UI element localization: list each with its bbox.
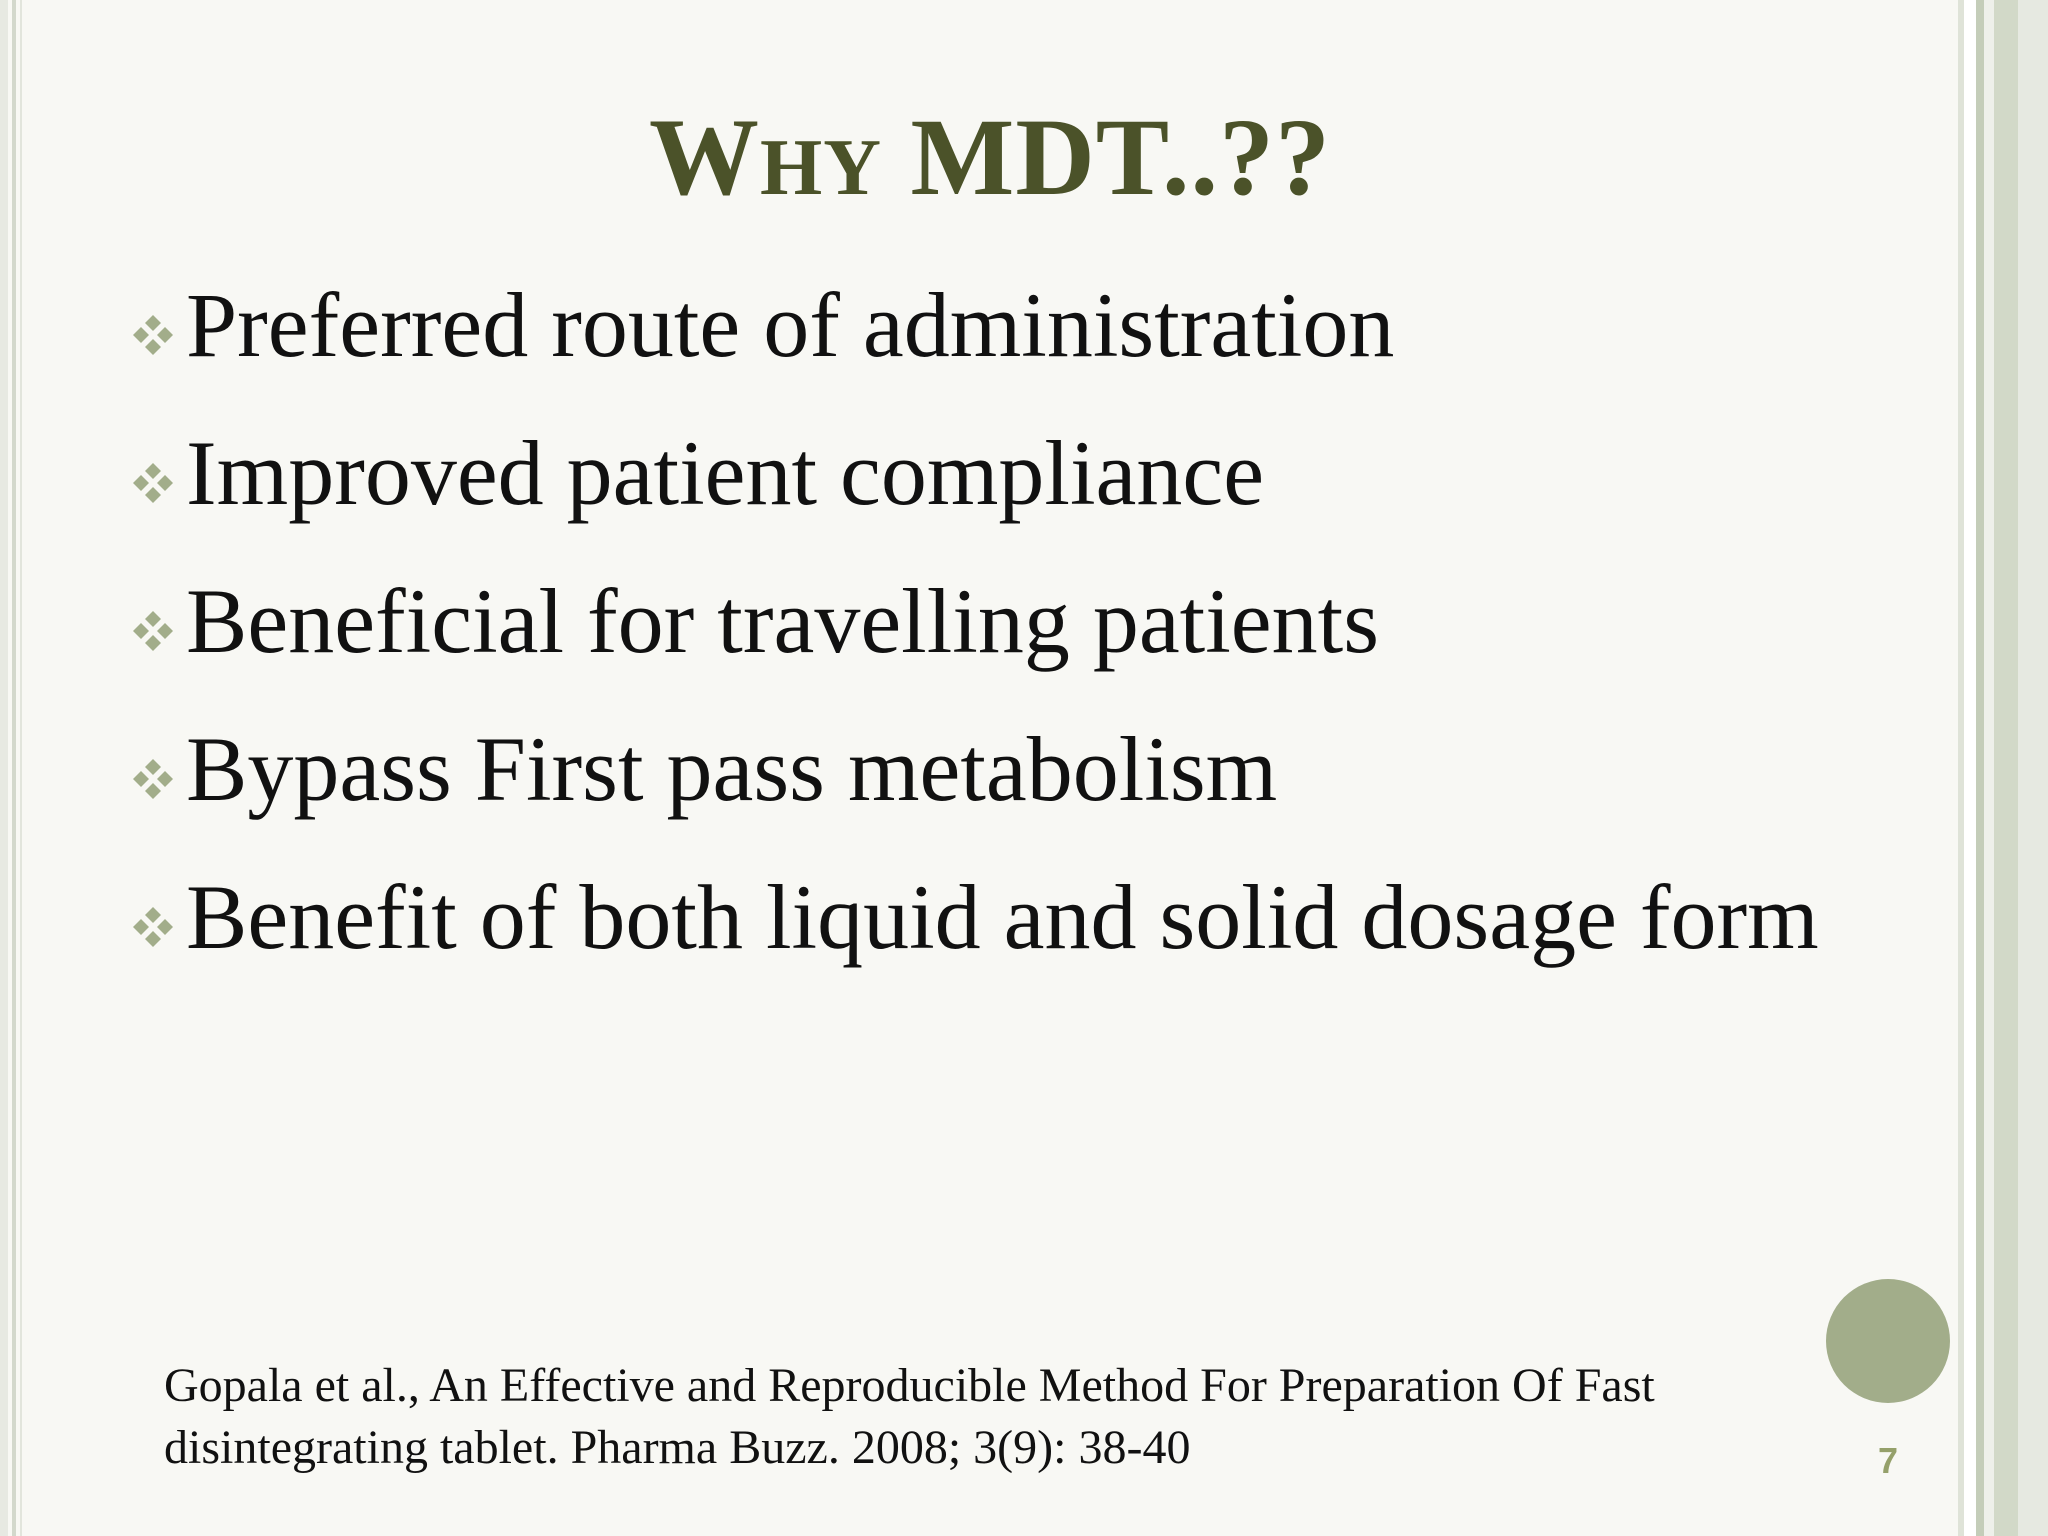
four-diamond-bullet-icon xyxy=(130,312,176,358)
frame-right-stripe xyxy=(1964,0,1976,1536)
bullet-list xyxy=(130,260,1900,1000)
frame-right-stripe xyxy=(2018,0,2048,1536)
bullet-item xyxy=(130,704,1900,834)
bullet-text: Improved patient compliance xyxy=(186,422,1265,524)
slide-title xyxy=(200,92,1780,233)
title-initial: W xyxy=(649,96,761,218)
frame-left-line xyxy=(12,0,16,1536)
four-diamond-bullet-icon xyxy=(130,460,176,506)
frame-right-stripe xyxy=(1994,0,2018,1536)
bullet-text: Beneficial for travelling patients xyxy=(186,570,1379,672)
bullet-item xyxy=(130,556,1900,686)
title-rest: MDT..?? xyxy=(882,96,1331,218)
bullet-text: Bypass First pass metabolism xyxy=(186,718,1278,820)
decorative-circle xyxy=(1826,1279,1950,1403)
four-diamond-bullet-icon xyxy=(130,756,176,802)
bullet-item xyxy=(130,408,1900,538)
frame-right-stripe xyxy=(1976,0,1984,1536)
frame-left-line xyxy=(20,0,22,1536)
citation-text: Gopala et al., An Effective and Reproducible Method For Preparation Of Fast disintegrating tablet. Pharma Buzz. 2008; 3(9): 38-40 xyxy=(164,1359,1655,1474)
four-diamond-bullet-icon xyxy=(130,904,176,950)
page-number: 7 xyxy=(1877,1440,1899,1481)
frame-right-stripe xyxy=(1984,0,1994,1536)
bullet-text: Preferred route of administration xyxy=(186,274,1395,376)
four-diamond-bullet-icon xyxy=(130,608,176,654)
bullet-item xyxy=(130,852,1900,982)
title-smallcaps: HY xyxy=(760,124,883,212)
bullet-text: Benefit of both liquid and solid dosage form xyxy=(186,866,1819,968)
frame-left-line xyxy=(0,0,8,1536)
bullet-item xyxy=(130,260,1900,390)
